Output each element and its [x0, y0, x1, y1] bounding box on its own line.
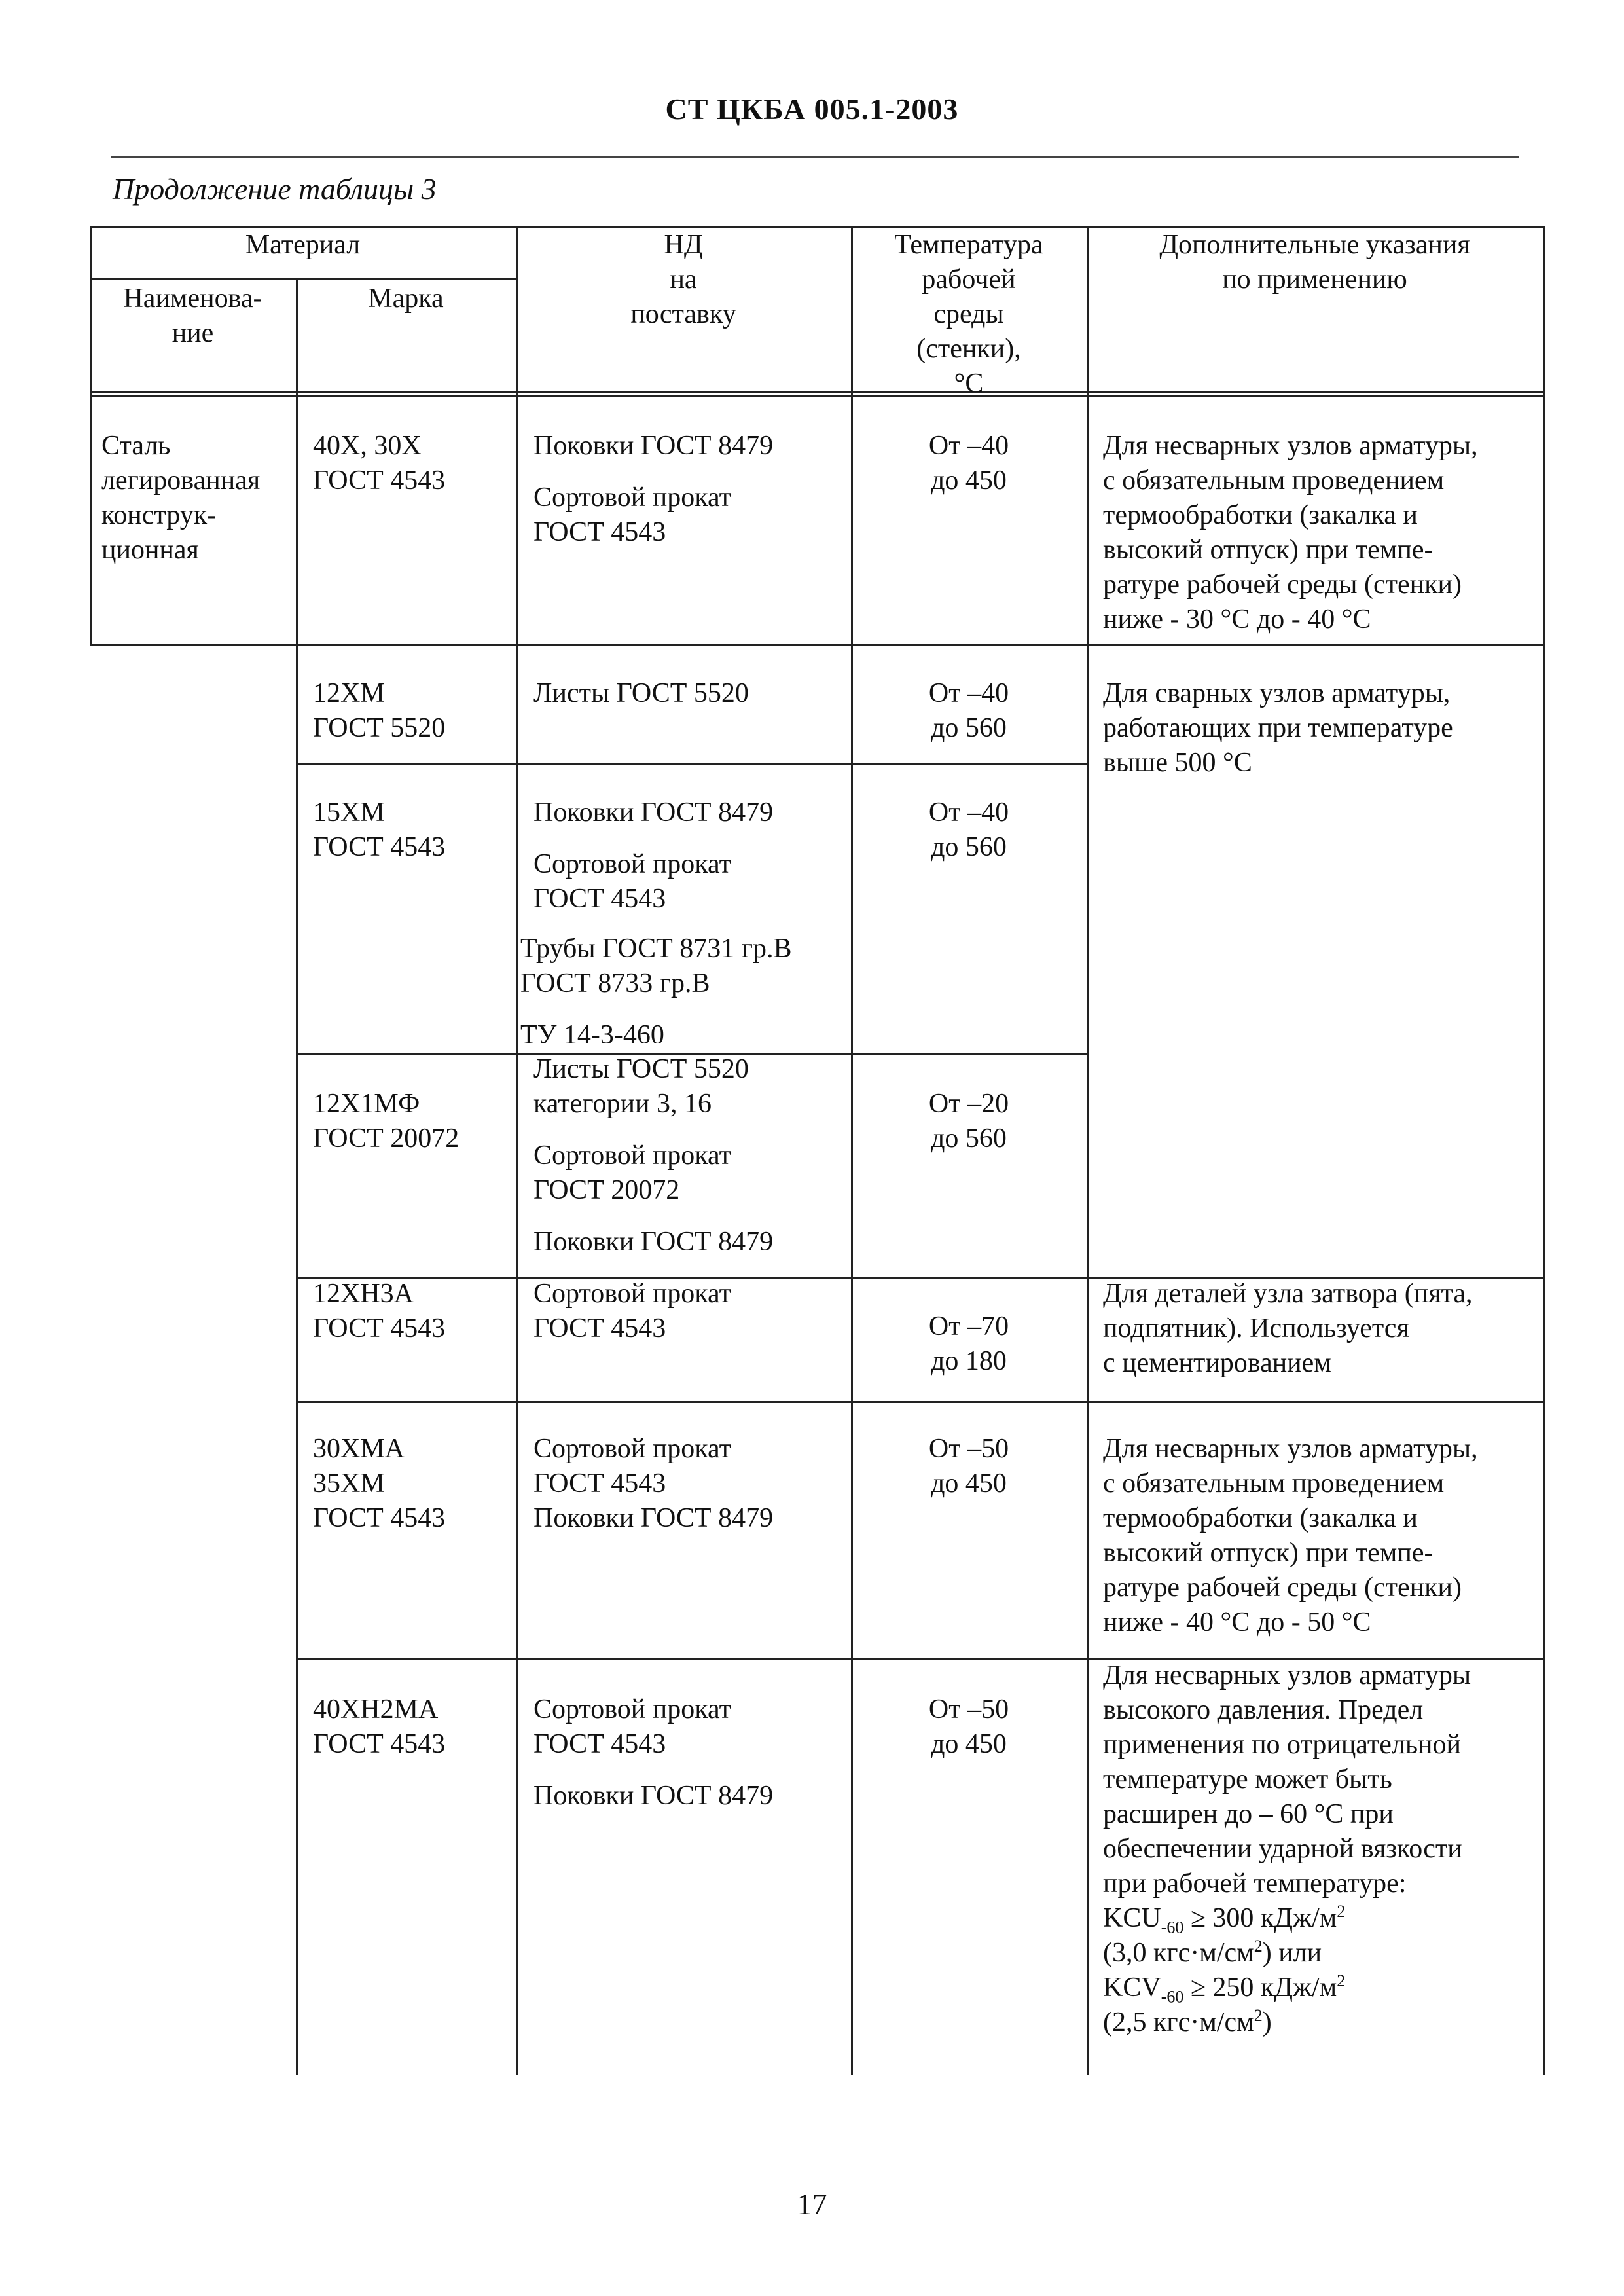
- temperature-cell: От –40 до 450: [928, 431, 1009, 496]
- material-name: Сталь легированная конструк- ционная: [101, 431, 261, 565]
- table-continuation-caption: Продолжение таблицы 3: [113, 172, 437, 206]
- temperature-cell: От –50 до 450: [928, 1434, 1009, 1499]
- row-separator: [296, 1401, 1545, 1403]
- temperature-cell: От –20 до 560: [928, 1089, 1009, 1154]
- nd-column-divider: [516, 226, 518, 2075]
- notes-column-divider: [1087, 226, 1089, 2075]
- row-separator: [90, 644, 1545, 646]
- grade-cell: 12ХМ ГОСТ 5520: [313, 678, 446, 743]
- row-separator: [296, 763, 1087, 765]
- header-notes: Дополнительные указания по применению: [1159, 230, 1470, 295]
- header-material: Материал: [245, 230, 361, 260]
- grade-cell: 30ХМА 35ХМ ГОСТ 4543: [313, 1434, 446, 1533]
- temperature-cell: От –40 до 560: [928, 678, 1009, 743]
- header-bottom-rule-2: [90, 395, 1545, 397]
- nd-cell: Поковки ГОСТ 8479 Сортовой прокат ГОСТ 4543: [533, 431, 774, 547]
- header-nd: НД на поставку: [630, 230, 736, 329]
- grade-cell: 15ХМ ГОСТ 4543: [313, 797, 446, 862]
- notes-cell: Для сварных узлов арматуры, работающих при температуре выше 500 °С: [1103, 678, 1453, 778]
- nd-cell-pipes: Трубы ГОСТ 8731 гр.В ГОСТ 8733 гр.В ТУ 14-3-460: [520, 934, 792, 1043]
- grade-cell: 40Х, 30Х ГОСТ 4543: [313, 431, 446, 496]
- notes-cell: Для несварных узлов арматуры, с обязательным проведением термообработки (закалка и высокий отпуск) при темпе- ратуре рабочей среды (стенки) ниже - 30 °С до - 40 °С: [1103, 431, 1478, 634]
- nd-cell: Листы ГОСТ 5520 категории 3, 16 Сортовой прокат ГОСТ 20072 Поковки ГОСТ 8479: [533, 1054, 774, 1250]
- temperature-cell: От –70 до 180: [928, 1311, 1009, 1376]
- nd-cell: Сортовой прокат ГОСТ 4543 Поковки ГОСТ 8479: [533, 1434, 774, 1533]
- temperature-cell: От –50 до 450: [928, 1694, 1009, 1759]
- header-temperature: Температура рабочей среды (стенки), °С: [894, 230, 1043, 393]
- nd-cell: Поковки ГОСТ 8479 Сортовой прокат ГОСТ 4543: [533, 797, 774, 914]
- nd-cell: Листы ГОСТ 5520: [533, 678, 749, 708]
- document-code: СТ ЦКБА 005.1-2003: [665, 92, 959, 126]
- kcv-formula: $KCV_{-60} \ge 250$ кДж/$м^2$: [1103, 1971, 1346, 2007]
- header-grade: Марка: [368, 283, 444, 314]
- kcu-alt-units: (3,0 $кгс\cdot м/см^2$) или: [1103, 1937, 1322, 1968]
- grade-cell: 12ХН3А ГОСТ 4543: [313, 1279, 446, 1343]
- nd-cell: Сортовой прокат ГОСТ 4543: [533, 1279, 731, 1343]
- temperature-cell: От –40 до 560: [928, 797, 1009, 862]
- notes-cell: Для несварных узлов арматуры высокого давления. Предел применения по отрицательной температуре может быть расширен до – 60 °С при обеспечении ударной вязкости при рабочей температуре: $KCU_{-60} \ge 300$ кДж/$м^2$ (3,0 $кгс\cdot м/см^2$) или $KCV_{-60} \ge 250$ кДж/$м^2$ (2,5 $кгс\cdot м/см^2$): [1103, 1658, 1471, 2040]
- table-right-border: [1543, 226, 1545, 2075]
- page-number: 17: [797, 2187, 827, 2221]
- kcu-formula: $KCU_{-60} \ge 300$ кДж/$м^2$: [1103, 1902, 1346, 1937]
- grade-column-divider: [296, 278, 298, 2075]
- kcv-alt-units: (2,5 $кгс\cdot м/см^2$): [1103, 2006, 1272, 2037]
- header-bottom-rule: [90, 391, 1545, 393]
- grade-cell: 40ХН2МА ГОСТ 4543: [313, 1694, 446, 1759]
- nd-cell: Сортовой прокат ГОСТ 4543 Поковки ГОСТ 8479: [533, 1694, 774, 1811]
- header-name: Наименова- ние: [123, 283, 262, 348]
- notes-cell: Для несварных узлов арматуры, с обязательным проведением термообработки (закалка и высокий отпуск) при темпе- ратуре рабочей среды (стенки) ниже - 40 °С до - 50 °С: [1103, 1434, 1478, 1637]
- table-left-border-body: [90, 395, 92, 644]
- grade-cell: 12Х1МФ ГОСТ 20072: [313, 1089, 460, 1154]
- notes-cell: Для деталей узла затвора (пята, подпятник). Используется с цементированием: [1103, 1279, 1473, 1378]
- material-subheader-rule: [90, 278, 516, 280]
